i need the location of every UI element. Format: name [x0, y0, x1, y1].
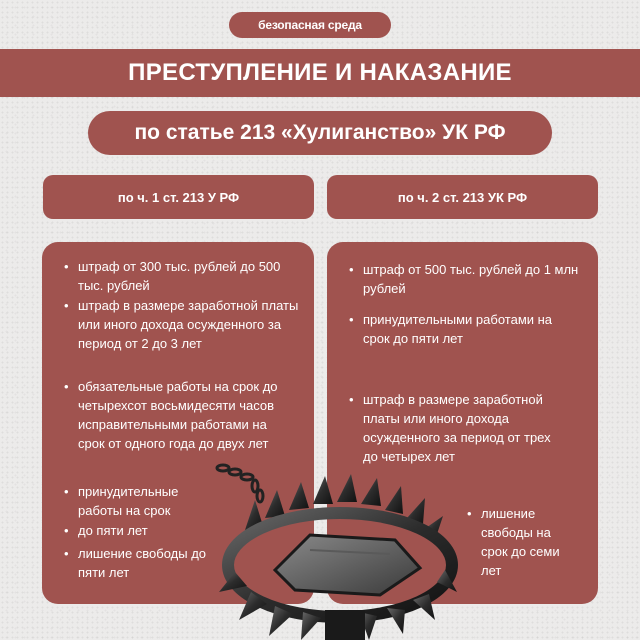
article-subtitle: по статье 213 «Хулиганство» УК РФ	[88, 111, 552, 155]
list-item: • лишение свободы до пяти лет	[64, 544, 214, 582]
list-item: • принудительными работами на срок до пяти лет	[349, 310, 574, 348]
list-item: • штраф в размере заработной платы или иного дохода осужденного за период от трех до четырех лет	[349, 390, 559, 466]
list-item: • штраф в размере заработной платы или иного дохода осужденного за период от 2 до 3 лет	[64, 296, 299, 353]
bear-trap-icon	[205, 460, 465, 640]
list-item: • штраф от 500 тыс. рублей до 1 млн рублей	[349, 260, 581, 298]
list-item: • штраф от 300 тыс. рублей до 500 тыс. рублей	[64, 257, 299, 295]
list-item: • принудительные работы на срок	[64, 482, 204, 520]
list-item: • лишение свободы на срок до семи лет	[467, 504, 577, 580]
brand-tag: безопасная среда	[229, 12, 391, 38]
page-title: ПРЕСТУПЛЕНИЕ И НАКАЗАНИЕ	[0, 49, 640, 97]
column-heading-part-1: по ч. 1 ст. 213 У РФ	[43, 175, 314, 219]
column-heading-part-2: по ч. 2 ст. 213 УК РФ	[327, 175, 598, 219]
list-item: • обязательные работы на срок до четырехсот восьмидесяти часов исправительными работами на срок от одного года до двух лет	[64, 377, 289, 453]
list-item: • до пяти лет	[64, 521, 204, 540]
